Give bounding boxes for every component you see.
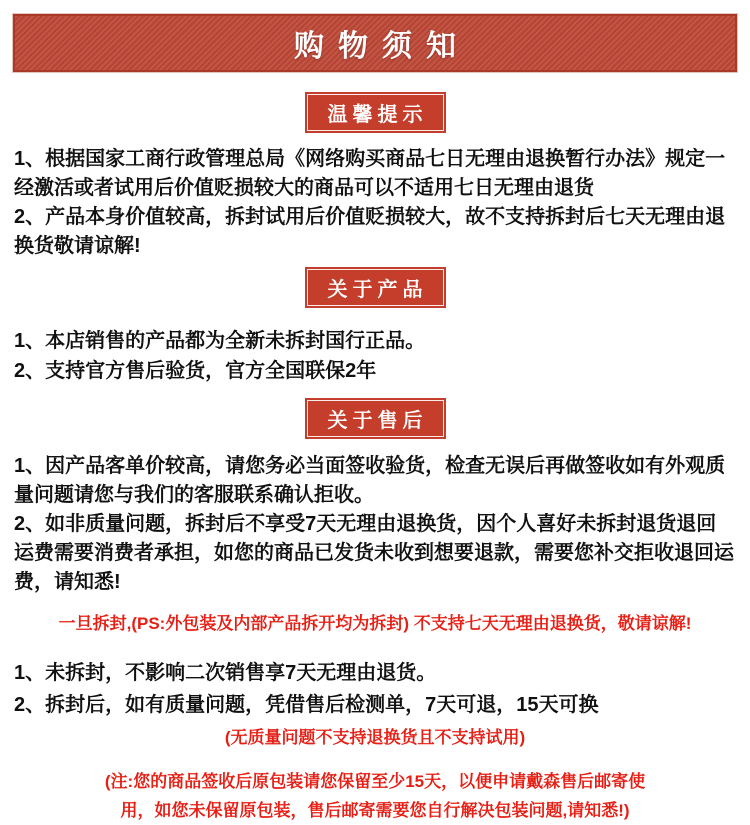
section-badge-after-sales: 关于售后 — [305, 398, 446, 439]
no-quality-note-text: (无质量问题不支持退换货且不支持试用) — [224, 728, 526, 747]
notice-item: 2、如非质量问题，拆封后不享受7天无理由退换货，因个人喜好未拆封退货退回运费需要消费者承担，如您的商品已发货未收到想要退款，需要您补交拒收退回运费，请知悉! — [14, 513, 734, 593]
notice-item: 2、支持官方售后验货，官方全国联保2年 — [14, 360, 377, 382]
header-banner — [13, 14, 737, 72]
section-warm-tips-text — [0, 145, 750, 261]
badge-row-warm-tips — [0, 92, 750, 133]
notice-item: 2、拆封后，如有质量问题，凭借售后检测单，7天可退，15天可换 — [14, 694, 599, 716]
packaging-retention-note-text: (注:您的商品签收后原包装请您保留至少15天，以便申请戴森售后邮寄使用，如您未保留原包装，售后邮寄需要您自行解决包装问题,请知悉!) — [104, 772, 646, 820]
badge-row-about-product — [0, 267, 750, 308]
section-badge-about-product: 关于产品 — [305, 267, 446, 308]
section-about-product-text — [0, 326, 750, 386]
notice-item: 1、根据国家工商行政管理总局《网络购买商品七日无理由退换暂行办法》规定一经激活或者试用后价值贬损较大的商品可以不适用七日无理由退货 — [14, 148, 726, 199]
section-badge-warm-tips: 温馨提示 — [305, 92, 446, 133]
notice-item: 2、产品本身价值较高，拆封试用后价值贬损较大，故不支持拆封后七天无理由退换货敬请谅解! — [14, 206, 726, 257]
notice-item: 1、因产品客单价较高，请您务必当面签收验货，检查无误后再做签收如有外观质量问题请您与我们的客服联系确认拒收。 — [14, 455, 726, 506]
section-final-text — [0, 657, 750, 721]
section-after-sales-text — [0, 452, 750, 597]
badge-row-after-sales — [0, 398, 750, 439]
notice-item: 1、未拆封，不影响二次销售享7天无理由退货。 — [14, 662, 437, 684]
unsealed-warning-text: 一旦拆封,(PS:外包装及内部产品拆开均为拆封) 不支持七天无理由退换货，敬请谅解! — [58, 614, 692, 633]
page-title: 购物须知 — [294, 30, 470, 63]
notice-item: 1、本店销售的产品都为全新未拆封国行正品。 — [14, 330, 426, 352]
